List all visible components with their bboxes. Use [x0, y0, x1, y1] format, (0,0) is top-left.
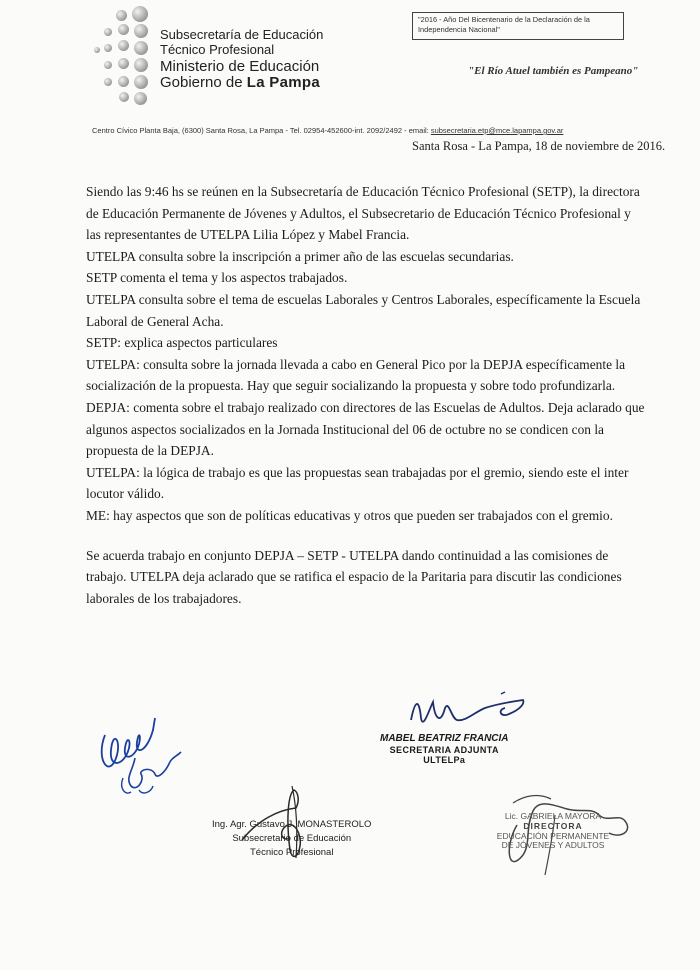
signatory-title: Subsecretario de Educación [232, 832, 352, 844]
paragraph: SETP comenta el tema y los aspectos trabajados. [86, 270, 348, 286]
ministry-line-4 [160, 75, 323, 90]
signatory-title: DIRECTORA [523, 820, 583, 831]
paragraph: Siendo las 9:46 hs se reúnen en la Subsecretaría de Educación Técnico Profesional (SETP), la directora de Educación Permanente de Jóvenes y Adultos, el Subsecretario de Educación Técnico Profesional y las representantes de UTELPA Lilia López y Mabel Francia. [86, 184, 640, 243]
paragraph: UTELPA: consulta sobre la jornada llevada a cabo en General Pico por la DEPJA específicamente la socialización de la propuesta. Hay que seguir socializando la propuesta y sobre todo profundizarla. [86, 356, 626, 394]
paragraph: SETP: explica aspectos particulares [86, 335, 278, 351]
signatory-dept-1: EDUCACIÓN PERMANENTE [496, 830, 610, 841]
contact-line [92, 126, 563, 135]
minutes-body [86, 181, 646, 609]
signature-francia-icon [405, 690, 535, 735]
dateline: Santa Rosa - La Pampa, 18 de noviembre de 2016. [412, 139, 666, 153]
signature-block-francia [380, 733, 509, 765]
signatory-dept-2: DE JÓVENES Y ADULTOS [501, 840, 605, 851]
signature-lopez-icon [95, 700, 190, 810]
signatory-name: Lic. GABRIELA MAYORA [504, 811, 602, 821]
paragraph: ME: hay aspectos que son de políticas educativas y otros que pueden ser trabajados con el gremio. [86, 507, 613, 523]
agreement-paragraph: Se acuerda trabajo en conjunto DEPJA – SETP - UTELPA dando continuidad a las comisiones de trabajo. UTELPA deja aclarado que se ratifica el espacio de la Paritaria para discutir las condiciones laborales de los trabajadores. [86, 547, 622, 606]
paragraph: UTELPA: la lógica de trabajo es que las propuestas sean trabajadas por el gremio, siendo este el inter locutor válido. [86, 464, 629, 502]
year-note-box: "2016 - Año Del Bicentenario de la Declaración de la Independencia Nacional" [412, 12, 624, 40]
signatory-org: ULTELPa [423, 754, 466, 765]
contact-address: Centro Cívico Planta Baja, (6300) Santa Rosa, La Pampa - Tel. 02954-452600-int. 2092/2492 - email: [92, 126, 431, 135]
signature-block-monasterolo [212, 818, 371, 859]
contact-email-link[interactable]: subsecretaria.etp@mce.lapampa.gov.ar [430, 126, 564, 135]
signature-block-mayora [478, 812, 628, 851]
ministry-line-3: Ministerio de Educación [160, 58, 320, 75]
signatory-name: Ing. Agr. Gustavo J. MONASTEROLO [212, 819, 372, 830]
signatory-name: MABEL BEATRIZ FRANCIA [380, 733, 509, 744]
paragraph: UTELPA consulta sobre el tema de escuelas Laborales y Centros Laborales, específicamente la Escuela Laboral de General Acha. [86, 291, 641, 329]
gobierno-label: Gobierno de [160, 74, 247, 91]
ministry-header [160, 28, 323, 90]
signatory-title: SECRETARIA ADJUNTA [389, 744, 499, 755]
paragraph: DEPJA: comenta sobre el trabajo realizado con directores de las Escuelas de Adultos. Deja aclarado que algunos aspectos socializados en la Jornada Institucional del 06 de octubre no se condicen con la propuesta de la DEPJA. [86, 399, 645, 459]
ministry-logo-icon [88, 6, 160, 106]
ministry-line-1: Subsecretaría de Educación [160, 27, 324, 42]
paragraph: UTELPA consulta sobre la inscripción a primer año de las escuelas secundarias. [86, 248, 514, 264]
ministry-line-2: Técnico Profesional [160, 42, 275, 57]
motto: "El Río Atuel también es Pampeano" [468, 65, 639, 77]
signatory-title-2: Técnico Profesional [250, 846, 334, 858]
province-label: La Pampa [246, 74, 320, 91]
